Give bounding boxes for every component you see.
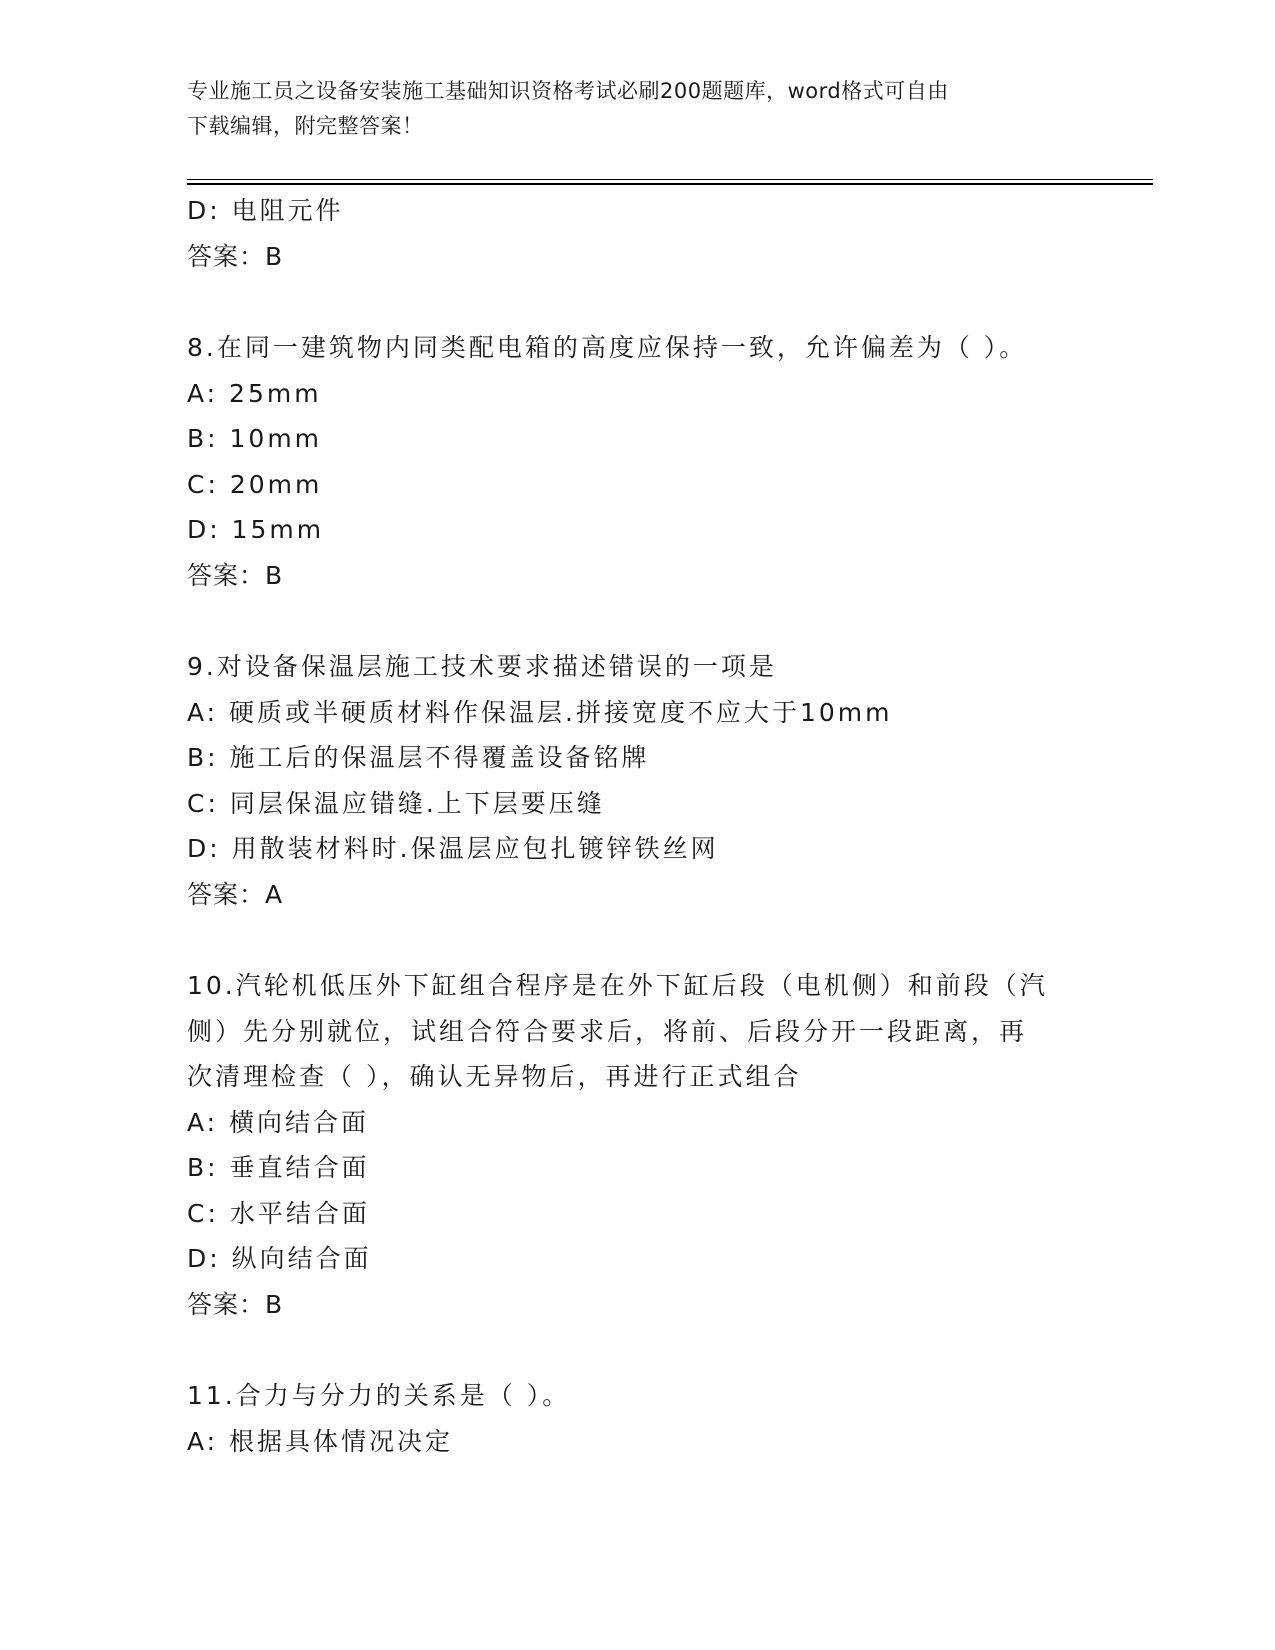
- question-10: [187, 963, 1087, 1327]
- question-text-line-2: 侧）先分别就位，试组合符合要求后，将前、后段分开一段距离，再: [187, 1016, 1028, 1046]
- option-d: D: 纵向结合面: [187, 1244, 372, 1273]
- question-gap: [187, 917, 1087, 963]
- header-divider-thick: [187, 183, 1153, 185]
- option-b: B: 10mm: [187, 424, 323, 453]
- question-gap: [187, 1327, 1087, 1373]
- header-divider-thin: [187, 179, 1153, 180]
- question-list: [187, 188, 1087, 1464]
- header-line-2: 下载编辑，附完整答案！: [187, 114, 424, 138]
- option-d: D: 用散装材料时.保温层应包扎镀锌铁丝网: [187, 834, 719, 863]
- header-line-1: 专业施工员之设备安装施工基础知识资格考试必刷200题题库，word格式可自由: [187, 79, 949, 103]
- option-c: C: 20mm: [187, 469, 323, 499]
- answer-line: 答案：A: [187, 879, 284, 909]
- question-text: 11.合力与分力的关系是（ ）。: [187, 1381, 571, 1410]
- answer-line: 答案：B: [187, 1289, 284, 1319]
- question-9: [187, 644, 1087, 917]
- option-a: A: 根据具体情况决定: [187, 1426, 454, 1456]
- option-c: C: 水平结合面: [187, 1198, 370, 1228]
- question-8: [187, 325, 1087, 598]
- option-a: A: 25mm: [187, 378, 322, 408]
- question-gap: [187, 279, 1087, 325]
- question-text-line-1: 10.汽轮机低压外下缸组合程序是在外下缸后段（电机侧）和前段（汽: [187, 971, 1048, 1000]
- option-b: B: 垂直结合面: [187, 1153, 370, 1182]
- option-b: B: 施工后的保温层不得覆盖设备铭牌: [187, 743, 650, 772]
- question-gap: [187, 598, 1087, 644]
- question-text: 9.对设备保温层施工技术要求描述错误的一项是: [187, 652, 777, 681]
- option-c: C: 同层保温应错缝.上下层要压缝: [187, 788, 605, 818]
- option-d: D: 电阻元件: [187, 196, 344, 225]
- option-d: D: 15mm: [187, 515, 325, 544]
- answer-line: 答案：B: [187, 560, 284, 590]
- answer-line: 答案：B: [187, 241, 284, 271]
- question-text: 8.在同一建筑物内同类配电箱的高度应保持一致，允许偏差为（ ）。: [187, 333, 1028, 362]
- question-text-line-3: 次清理检查（ ），确认无异物后，再进行正式组合: [187, 1062, 802, 1091]
- question-11: [187, 1373, 1087, 1464]
- option-a: A: 硬质或半硬质材料作保温层.拼接宽度不应大于10mm: [187, 697, 893, 727]
- document-header: [187, 74, 1067, 144]
- option-a: A: 横向结合面: [187, 1107, 370, 1137]
